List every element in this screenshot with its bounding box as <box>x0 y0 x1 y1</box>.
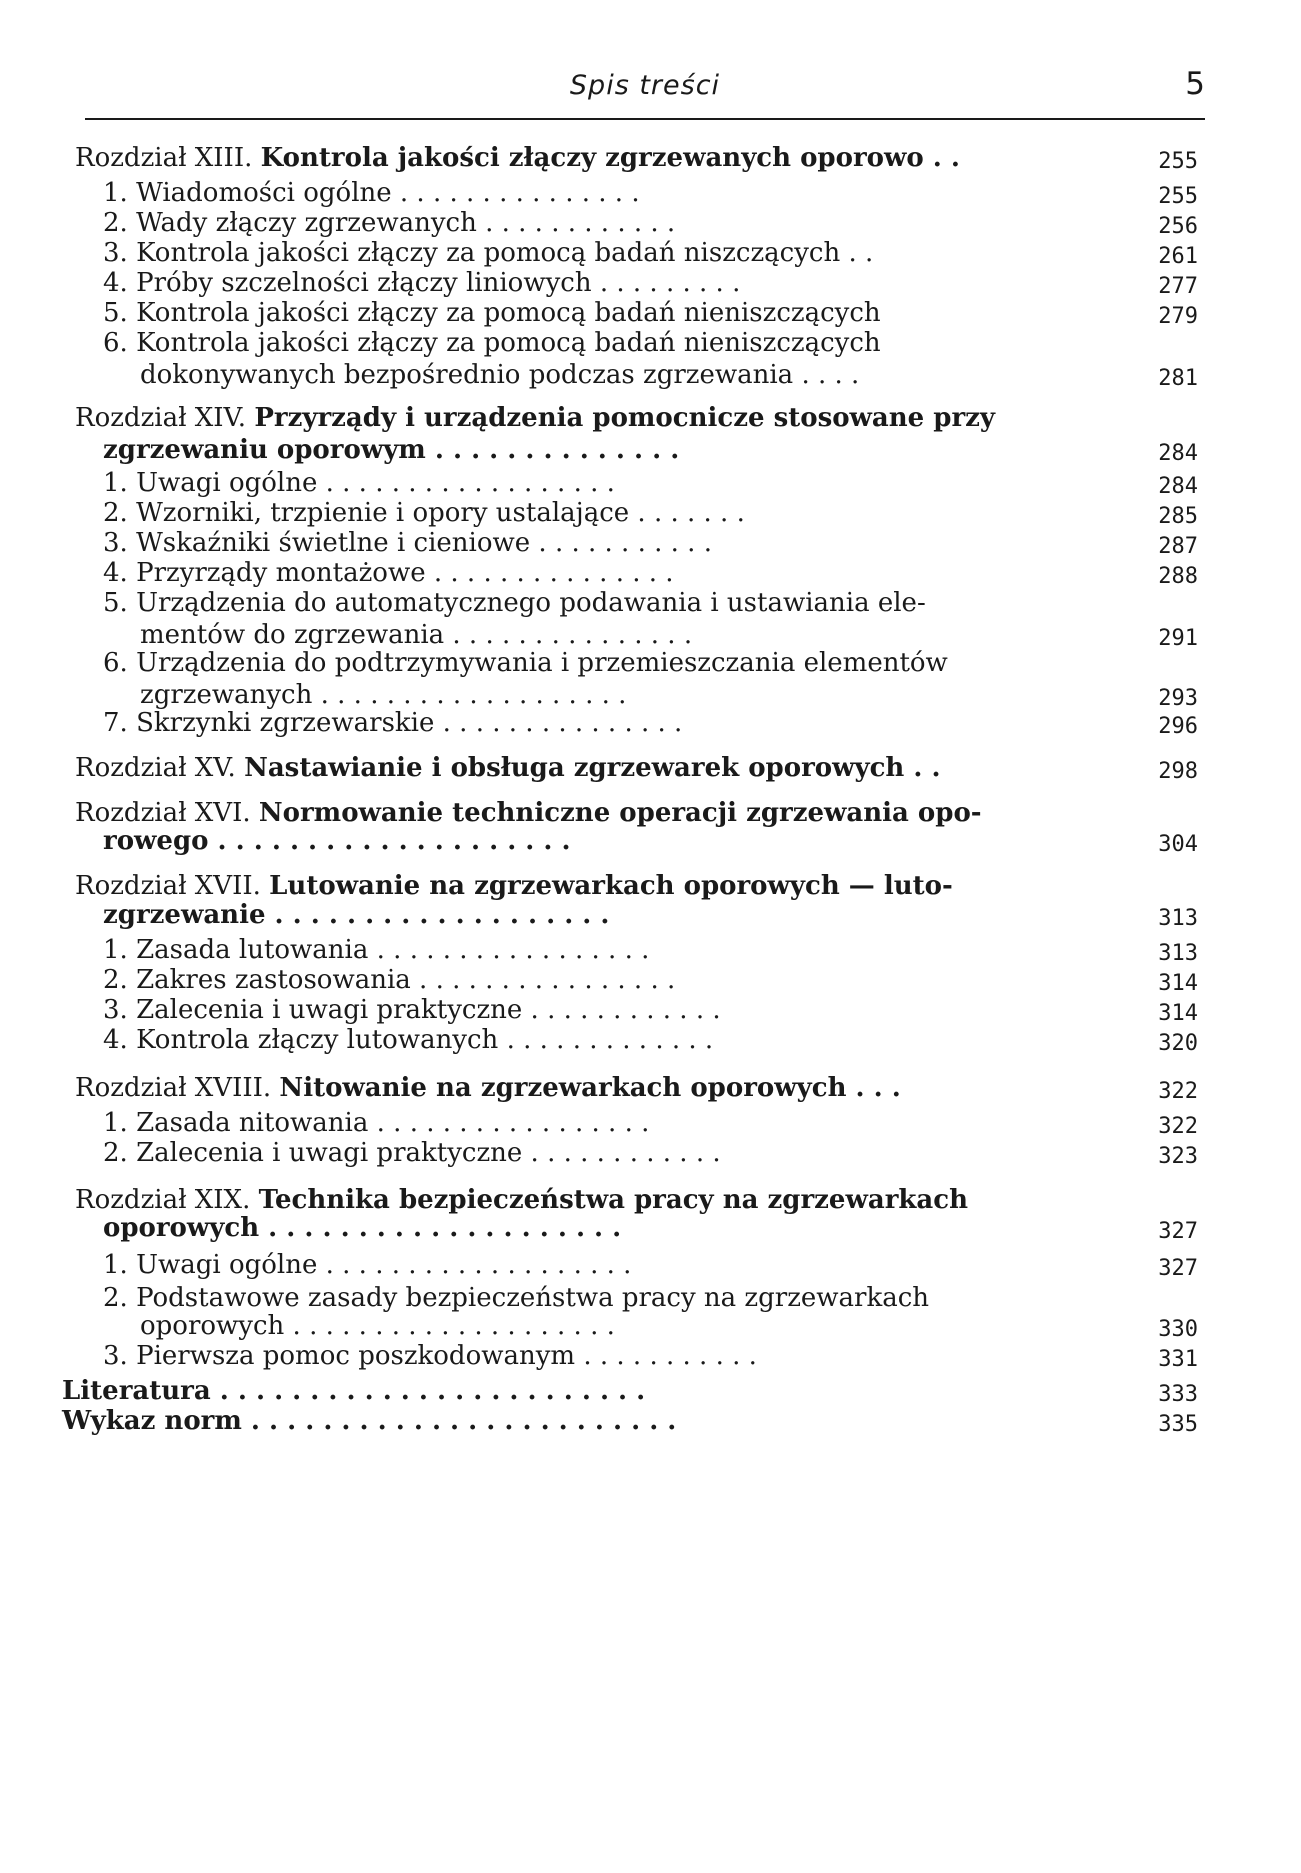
chapter-prefix: Rozdział XIX. <box>75 1185 259 1215</box>
section-entry-line: 6. Kontrola jakości złączy za pomocą badań nieniszczących <box>103 328 881 358</box>
chapter-title-line <box>103 432 679 468</box>
section-page-number: 277 <box>1158 274 1198 299</box>
section-entry-line: 4. Próby szczelności złączy liniowych . . . . . . . . . <box>103 268 741 298</box>
section-entry-line: mentów do zgrzewania . . . . . . . . . . . . . . . <box>140 620 693 650</box>
section-page-number: 255 <box>1158 184 1198 209</box>
section-page-number: 291 <box>1158 626 1198 651</box>
back-matter-entry: Wykaz norm . . . . . . . . . . . . . . . . . . . . . . . . <box>62 1406 677 1436</box>
section-entry-line: 3. Wskaźniki świetlne i cieniowe . . . . . . . . . . . <box>103 528 712 558</box>
chapter-title: Nitowanie na zgrzewarkach oporowych . . . <box>279 1073 901 1103</box>
chapter-title: Technika bezpieczeństwa pracy na zgrzewarkach <box>258 1185 968 1215</box>
section-entry-line: 1. Uwagi ogólne . . . . . . . . . . . . . . . . . . . <box>103 1250 632 1280</box>
section-page-number: 279 <box>1158 304 1198 329</box>
section-entry-line: 7. Skrzynki zgrzewarskie . . . . . . . . . . . . . . . <box>103 708 683 738</box>
section-entry-line: 2. Podstawowe zasady bezpieczeństwa pracy na zgrzewarkach <box>103 1283 930 1313</box>
back-matter-page-number: 335 <box>1158 1412 1198 1437</box>
chapter-prefix: Rozdział XIV. <box>75 403 255 433</box>
section-entry-line: 3. Pierwsza pomoc poszkodowanym . . . . . . . . . . . <box>103 1341 757 1371</box>
chapter-page-number: 255 <box>1158 149 1198 174</box>
chapter-title: Lutowanie na zgrzewarkach oporowych — luto- <box>269 871 953 901</box>
section-entry-line: 2. Zalecenia i uwagi praktyczne . . . . . . . . . . . . <box>103 1138 721 1168</box>
section-page-number: 320 <box>1158 1031 1198 1056</box>
section-page-number: 287 <box>1158 534 1198 559</box>
chapter-prefix: Rozdział XVII. <box>75 871 270 901</box>
chapter-title: Normowanie techniczne operacji zgrzewania opo- <box>258 798 982 828</box>
chapter-page-number: 327 <box>1158 1219 1198 1244</box>
section-page-number: 331 <box>1158 1347 1198 1372</box>
section-entry-line: 1. Wiadomości ogólne . . . . . . . . . . . . . . . <box>103 178 640 208</box>
section-entry-line: 5. Urządzenia do automatycznego podawania i ustawiania ele- <box>103 588 926 618</box>
chapter-title-line <box>103 1210 621 1246</box>
section-entry-line: 1. Uwagi ogólne . . . . . . . . . . . . . . . . . . <box>103 468 615 498</box>
chapter-title: zgrzewanie . . . . . . . . . . . . . . . . . . . <box>103 900 610 930</box>
section-page-number: 330 <box>1158 1317 1198 1342</box>
chapter-page-number: 313 <box>1158 906 1198 931</box>
section-page-number: 261 <box>1158 244 1198 269</box>
section-page-number: 314 <box>1158 971 1198 996</box>
section-page-number: 281 <box>1158 366 1198 391</box>
page-number: 5 <box>1185 66 1205 102</box>
section-entry-line: 6. Urządzenia do podtrzymywania i przemieszczania elementów <box>103 648 948 678</box>
chapter-title: Nastawianie i obsługa zgrzewarek oporowych . . <box>244 753 941 783</box>
section-entry-line: 3. Kontrola jakości złączy za pomocą badań niszczących . . <box>103 238 874 268</box>
section-page-number: 288 <box>1158 564 1198 589</box>
section-page-number: 296 <box>1158 714 1198 739</box>
chapter-prefix: Rozdział XVI. <box>75 798 259 828</box>
section-entry-line: 1. Zasada nitowania . . . . . . . . . . . . . . . . . <box>103 1108 650 1138</box>
chapter-title: oporowych . . . . . . . . . . . . . . . . . . . . <box>103 1213 622 1243</box>
section-page-number: 327 <box>1158 1256 1198 1281</box>
chapter-prefix: Rozdział XIII. <box>75 143 261 173</box>
section-page-number: 322 <box>1158 1114 1198 1139</box>
chapter-title-line <box>75 400 995 436</box>
chapter-prefix: Rozdział XV. <box>75 753 245 783</box>
chapter-title: Przyrządy i urządzenia pomocnicze stosowane przy <box>254 403 996 433</box>
chapter-title-line <box>103 823 571 859</box>
chapter-title-line <box>75 1070 901 1106</box>
section-page-number: 314 <box>1158 1001 1198 1026</box>
chapter-title-line <box>103 897 609 933</box>
section-page-number: 313 <box>1158 941 1198 966</box>
chapter-title: zgrzewaniu oporowym . . . . . . . . . . . . . . <box>103 435 680 465</box>
section-entry-line: 5. Kontrola jakości złączy za pomocą badań nieniszczących <box>103 298 881 328</box>
back-matter-entry: Literatura . . . . . . . . . . . . . . . . . . . . . . . . <box>62 1376 646 1406</box>
chapter-page-number: 284 <box>1158 441 1198 466</box>
chapter-title: rowego . . . . . . . . . . . . . . . . . . . . <box>103 826 571 856</box>
section-entry-line: 2. Wzorniki, trzpienie i opory ustalające . . . . . . . <box>103 498 745 528</box>
section-entry-line: 4. Przyrządy montażowe . . . . . . . . . . . . . . . <box>103 558 674 588</box>
section-entry-line: 2. Zakres zastosowania . . . . . . . . . . . . . . . . <box>103 965 676 995</box>
chapter-page-number: 304 <box>1158 832 1198 857</box>
chapter-title: Kontrola jakości złączy zgrzewanych oporowo . . <box>260 143 960 173</box>
section-page-number: 293 <box>1158 686 1198 711</box>
section-page-number: 284 <box>1158 474 1198 499</box>
section-entry-line: 2. Wady złączy zgrzewanych . . . . . . . . . . . . <box>103 208 676 238</box>
section-entry-line: dokonywanych bezpośrednio podczas zgrzewania . . . . <box>140 360 860 390</box>
section-entry-line: 4. Kontrola złączy lutowanych . . . . . . . . . . . . . <box>103 1025 714 1055</box>
chapter-title-line <box>75 140 960 176</box>
section-page-number: 256 <box>1158 214 1198 239</box>
chapter-page-number: 298 <box>1158 759 1198 784</box>
section-page-number: 285 <box>1158 504 1198 529</box>
section-entry-line: zgrzewanych . . . . . . . . . . . . . . . . . . . <box>140 680 627 710</box>
section-entry-line: 3. Zalecenia i uwagi praktyczne . . . . . . . . . . . . <box>103 995 721 1025</box>
chapter-prefix: Rozdział XVIII. <box>75 1073 280 1103</box>
section-entry-line: 1. Zasada lutowania . . . . . . . . . . . . . . . . . <box>103 935 650 965</box>
section-entry-line: oporowych . . . . . . . . . . . . . . . . . . . . <box>140 1311 615 1341</box>
chapter-page-number: 322 <box>1158 1079 1198 1104</box>
section-page-number: 323 <box>1158 1144 1198 1169</box>
back-matter-page-number: 333 <box>1158 1382 1198 1407</box>
running-title: Spis treści <box>569 70 721 101</box>
chapter-title-line <box>75 750 941 786</box>
